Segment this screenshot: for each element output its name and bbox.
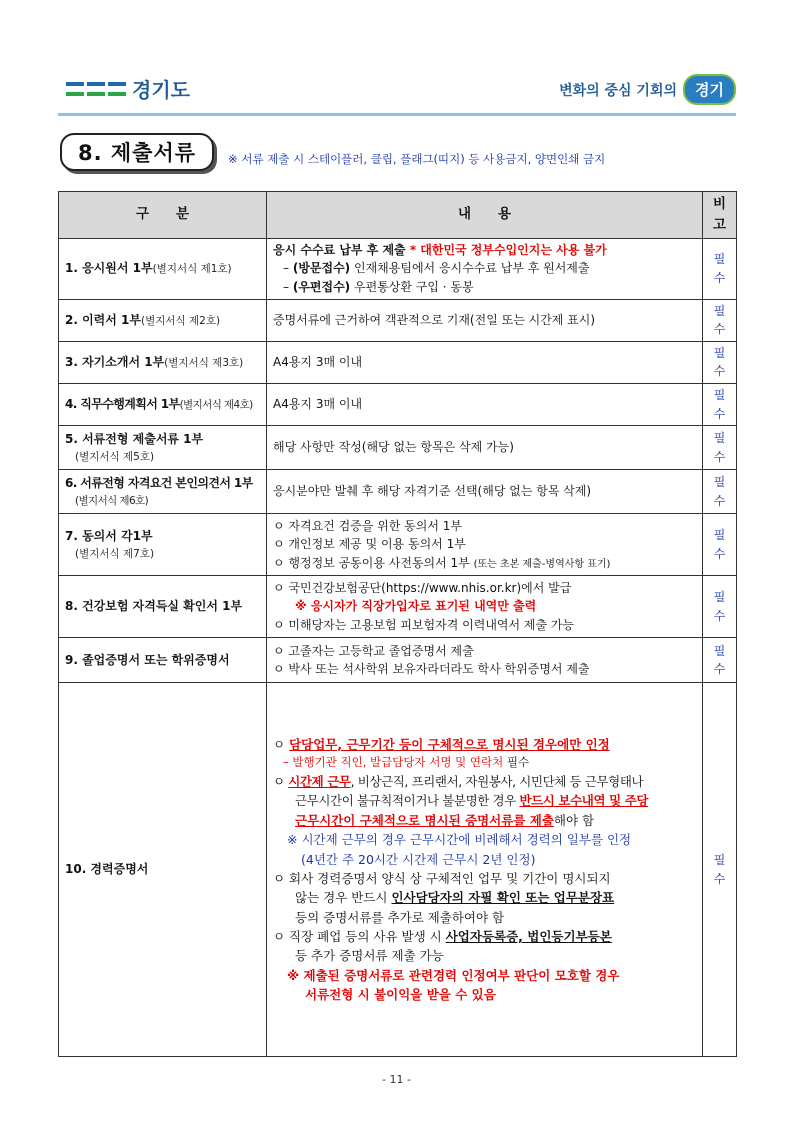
bullet: ㅇ <box>273 736 290 752</box>
content-line: 근무시간이 불규칙적이거나 불분명한 경우 <box>295 793 520 809</box>
item-form: (별지서식 제3호) <box>164 357 244 370</box>
note-cell: 필수 <box>703 426 737 470</box>
item-title: 1. 응시원서 1부 <box>65 261 153 276</box>
content-line: 않는 경우 반드시 <box>295 890 392 906</box>
content-line: , 비상근직, 프리랜서, 자원봉사, 시민단체 등 근무형태나 <box>350 774 644 790</box>
slogan-text: 변화의 중심 기회의 <box>559 82 678 99</box>
content-warning: * 대한민국 정부수입인지는 사용 불가 <box>409 242 607 257</box>
content-line: ㅇ 직장 폐업 등의 사유 발생 시 <box>273 929 446 945</box>
item-cell <box>59 638 267 683</box>
table-row <box>59 341 737 383</box>
table-row <box>59 638 737 683</box>
note-cell: 필수 <box>703 341 737 383</box>
item-title: 9. 졸업증명서 또는 학위증명서 <box>65 652 230 667</box>
item-cell <box>59 238 267 299</box>
gyeonggi-logo-mark-icon <box>66 82 126 96</box>
item-cell <box>59 341 267 383</box>
header-category: 구 분 <box>59 192 267 239</box>
item-form: (별지서식 제7호) <box>75 547 155 560</box>
logo-text: 경기도 <box>132 78 190 102</box>
content-emphasis: 반드시 보수내역 및 주당 <box>519 793 649 809</box>
content-line: ㅇ 자격요건 검증을 위한 동의서 1부 <box>273 518 462 533</box>
content-emphasis: 사업자등록증, 법인등기부등본 <box>445 929 612 945</box>
content-remark: (또는 초본 제출-병역사항 표기) <box>473 558 611 570</box>
content-line: 해야 함 <box>553 812 595 828</box>
content-warning: ※ 제출된 증명서류로 관련경력 인정여부 판단이 모호할 경우 <box>287 967 620 983</box>
content-line: ㅇ 고졸자는 고등학교 졸업증명서 제출 <box>273 643 474 658</box>
content-emphasis: 근무시간이 구체적으로 명시된 증명서류를 제출 <box>295 812 554 828</box>
content-label: (우편접수) <box>292 280 351 295</box>
item-form: (별지서식 제1호) <box>152 263 232 276</box>
item-form: (별지서식 제6호) <box>75 494 149 507</box>
content-cell: 해당 사항만 작성(해당 없는 항목은 삭제 가능) <box>267 426 703 470</box>
content-line: ㅇ 행정정보 공동이용 사전동의서 1부 <box>273 555 474 570</box>
item-form: (별지서식 제2호) <box>140 314 221 327</box>
item-cell <box>59 514 267 576</box>
table-header-row <box>59 192 737 239</box>
note-cell: 필수 <box>703 470 737 514</box>
content-line: ※ 시간제 근무의 경우 근무시간에 비례해서 경력의 일부를 인정 <box>287 832 632 848</box>
note-cell: 필수 <box>703 638 737 683</box>
item-title: 10. 경력증명서 <box>65 862 149 877</box>
content-cell: 응시분야만 발췌 후 해당 자격기준 선택(해당 없는 항목 삭제) <box>267 470 703 514</box>
item-cell <box>59 426 267 470</box>
content-label: (방문접수) <box>292 261 351 276</box>
content-cell <box>267 638 703 683</box>
item-title: 5. 서류전형 제출서류 1부 <box>65 432 204 447</box>
dash: – <box>283 261 293 276</box>
content-cell <box>267 576 703 638</box>
item-cell <box>59 470 267 514</box>
section-heading <box>60 133 605 171</box>
item-form: (별지서식 제5호) <box>75 450 155 463</box>
item-title: 6. 서류전형 자격요건 본인의견서 1부 <box>65 476 253 491</box>
content-emphasis: 인사담당자의 자필 확인 또는 업무분장표 <box>391 890 615 906</box>
page-header <box>58 70 736 116</box>
bullet: ㅇ <box>273 774 289 790</box>
table-row <box>59 238 737 299</box>
header-divider <box>58 113 736 116</box>
content-warning: 서류전형 시 불이익을 받을 수 있음 <box>305 987 496 1003</box>
content-line: 등의 증명서류를 추가로 제출하여야 함 <box>295 909 505 925</box>
content-line: – 발행기관 직인, 발급담당자 서명 및 연락처 <box>283 755 507 770</box>
section-note: ※ 서류 제출 시 스테이플러, 클립, 플래그(띠지) 등 사용금지, 양면인쇄 금지 <box>228 152 606 166</box>
dash: – <box>283 280 293 295</box>
item-title: 2. 이력서 1부 <box>65 312 141 327</box>
content-cell <box>267 683 703 1057</box>
note-cell: 필수 <box>703 384 737 426</box>
content-cell: A4용지 3매 이내 <box>267 384 703 426</box>
content-line: 인재채용팀에서 응시수수료 납부 후 원서제출 <box>350 261 590 276</box>
table-row <box>59 426 737 470</box>
content-line: ㅇ 박사 또는 석사학위 보유자라더라도 학사 학위증명서 제출 <box>273 662 590 677</box>
item-cell <box>59 576 267 638</box>
content-line: ㅇ 국민건강보험공단(https://www.nhis.or.kr)에서 발급 <box>273 580 572 595</box>
slogan <box>559 74 736 105</box>
documents-table <box>58 191 737 1057</box>
table-row <box>59 683 737 1057</box>
item-cell <box>59 683 267 1057</box>
item-cell <box>59 299 267 341</box>
content-line: 등 추가 증명서류 제출 가능 <box>295 948 444 964</box>
header-note: 비고 <box>703 192 737 239</box>
content-line: ㅇ 미해당자는 고용보험 피보험자격 이력내역서 제출 가능 <box>273 617 575 632</box>
slogan-badge: 경기 <box>683 74 736 105</box>
content-line: ㅇ 회사 경력증명서 양식 상 구체적인 업무 및 기간이 명시되지 <box>273 870 611 886</box>
table-row <box>59 470 737 514</box>
content-warning: ※ 응시자가 직장가입자로 표기된 내역만 출력 <box>295 599 537 614</box>
note-cell: 필수 <box>703 238 737 299</box>
content-line: (4년간 주 20시간 시간제 근무시 2년 인정) <box>301 851 536 867</box>
header-content: 내 용 <box>267 192 703 239</box>
item-title: 7. 동의서 각1부 <box>65 529 153 544</box>
content-line: 우편통상환 구입 · 동봉 <box>350 280 474 295</box>
content-emphasis: 담당업무, 근무기간 등이 구체적으로 명시된 경우에만 인정 <box>289 736 610 752</box>
section-title: 8. 제출서류 <box>60 133 214 171</box>
content-cell <box>267 238 703 299</box>
note-cell: 필수 <box>703 514 737 576</box>
item-title: 8. 건강보험 자격득실 확인서 1부 <box>65 599 243 614</box>
page-number: - 11 - <box>382 1073 411 1086</box>
note-cell: 필수 <box>703 576 737 638</box>
table-row <box>59 514 737 576</box>
content-cell: A4용지 3매 이내 <box>267 341 703 383</box>
table-row <box>59 576 737 638</box>
content-emphasis: 시간제 근무 <box>288 774 351 790</box>
content-cell <box>267 514 703 576</box>
gyeonggi-logo <box>66 74 190 103</box>
note-cell: 필수 <box>703 299 737 341</box>
item-title: 3. 자기소개서 1부 <box>65 355 165 370</box>
item-cell <box>59 384 267 426</box>
item-form: (별지서식 제4호) <box>179 399 253 412</box>
table-row <box>59 384 737 426</box>
note-cell: 필수 <box>703 683 737 1057</box>
content-line: 응시 수수료 납부 후 제출 <box>273 242 410 257</box>
item-title: 4. 직무수행계획서 1부 <box>65 397 180 412</box>
content-line: 필수 <box>506 755 530 770</box>
content-line: ㅇ 개인정보 제공 및 이용 동의서 1부 <box>273 537 466 552</box>
content-cell: 증명서류에 근거하여 객관적으로 기재(전일 또는 시간제 표시) <box>267 299 703 341</box>
table-row <box>59 299 737 341</box>
